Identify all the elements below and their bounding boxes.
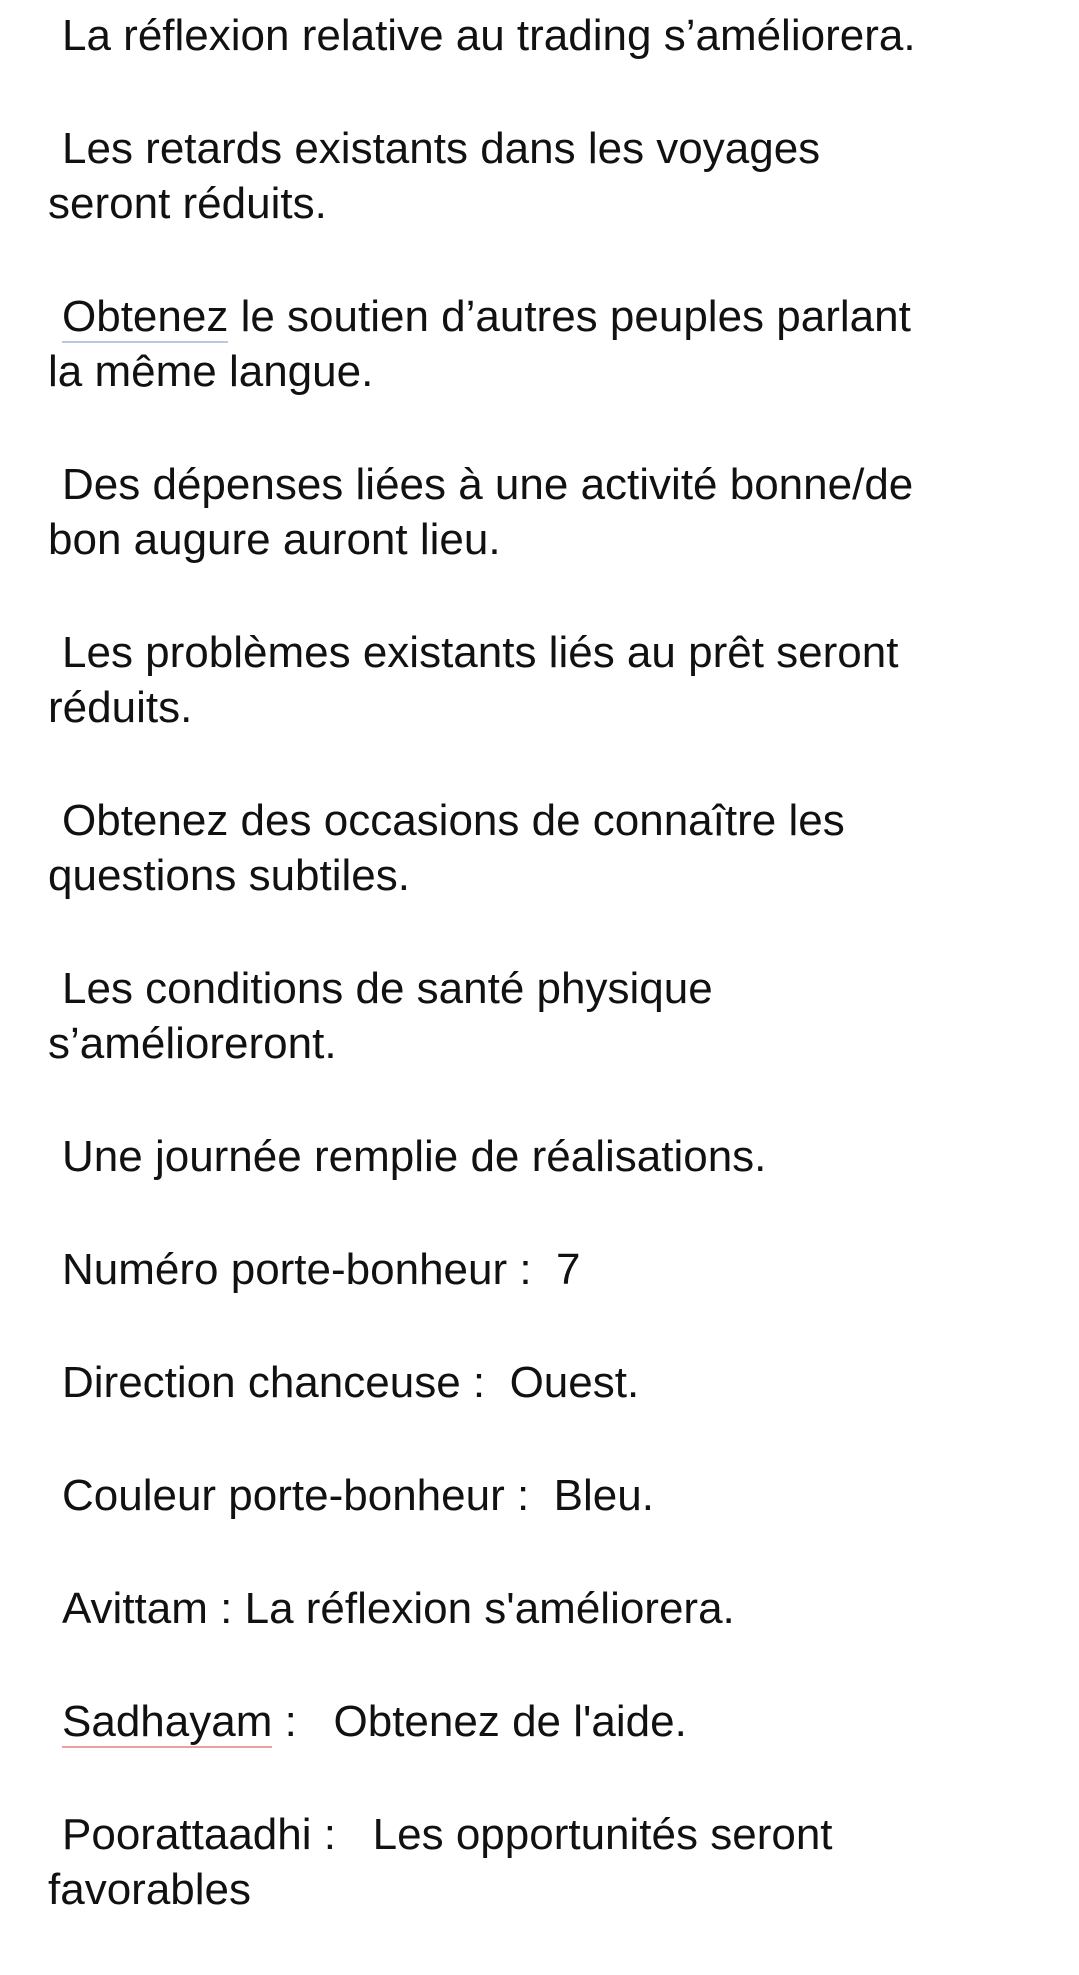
star-poorattaadhi-row bbox=[48, 1807, 1062, 1917]
prediction-health bbox=[48, 961, 1062, 1071]
prediction-trading bbox=[62, 8, 1062, 63]
prediction-text-cont: seront réduits. bbox=[48, 179, 327, 228]
lucky-number-value: 7 bbox=[556, 1245, 581, 1294]
prediction-expenses bbox=[48, 457, 1062, 567]
grammar-underlined-word[interactable]: Obtenez bbox=[62, 292, 229, 341]
prediction-text: le soutien d’autres peuples parlant bbox=[228, 292, 911, 341]
star-avittam-text: La réflexion s'améliorera. bbox=[244, 1584, 735, 1633]
star-avittam-label: Avittam : bbox=[62, 1584, 233, 1633]
prediction-text-cont: bon augure auront lieu. bbox=[48, 515, 501, 564]
prediction-subtle-questions bbox=[48, 793, 1062, 903]
prediction-travel bbox=[48, 121, 1062, 231]
lucky-direction-label: Direction chanceuse : bbox=[62, 1358, 486, 1407]
prediction-text-cont: la même langue. bbox=[48, 347, 374, 396]
lucky-direction-row bbox=[62, 1355, 1062, 1410]
lucky-number-row bbox=[62, 1242, 1062, 1297]
horoscope-document bbox=[48, 8, 1062, 1975]
prediction-support bbox=[48, 289, 1062, 399]
spellcheck-underlined-word[interactable]: Sadhayam bbox=[62, 1697, 273, 1746]
star-poorattaadhi-text: Les opportunités seront bbox=[372, 1810, 833, 1859]
lucky-color-label: Couleur porte-bonheur : bbox=[62, 1471, 530, 1520]
prediction-achievements bbox=[62, 1129, 1062, 1184]
lucky-number-label: Numéro porte-bonheur : bbox=[62, 1245, 532, 1294]
star-poorattaadhi-text-cont: favorables bbox=[48, 1865, 252, 1914]
star-poorattaadhi-label: Poorattaadhi : bbox=[62, 1810, 336, 1859]
star-sadhayam-separator: : bbox=[284, 1697, 297, 1746]
lucky-color-value: Bleu. bbox=[553, 1471, 654, 1520]
lucky-color-row bbox=[62, 1468, 1062, 1523]
star-avittam-row bbox=[62, 1581, 1062, 1636]
prediction-text-cont: s’amélioreront. bbox=[48, 1019, 337, 1068]
prediction-text: Les retards existants dans les voyages bbox=[62, 124, 821, 173]
prediction-text: La réflexion relative au trading s’améliorera. bbox=[62, 11, 916, 60]
prediction-text: Des dépenses liées à une activité bonne/de bbox=[62, 460, 914, 509]
lucky-direction-value: Ouest. bbox=[509, 1358, 640, 1407]
prediction-text: Les conditions de santé physique bbox=[62, 964, 713, 1013]
star-sadhayam-row bbox=[62, 1694, 1062, 1749]
prediction-text-cont: questions subtiles. bbox=[48, 851, 410, 900]
prediction-loan bbox=[48, 625, 1062, 735]
prediction-text: Les problèmes existants liés au prêt seront bbox=[62, 628, 899, 677]
prediction-text-cont: réduits. bbox=[48, 683, 193, 732]
prediction-text: Obtenez des occasions de connaître les bbox=[62, 796, 845, 845]
star-sadhayam-text: Obtenez de l'aide. bbox=[333, 1697, 687, 1746]
prediction-text: Une journée remplie de réalisations. bbox=[62, 1132, 767, 1181]
